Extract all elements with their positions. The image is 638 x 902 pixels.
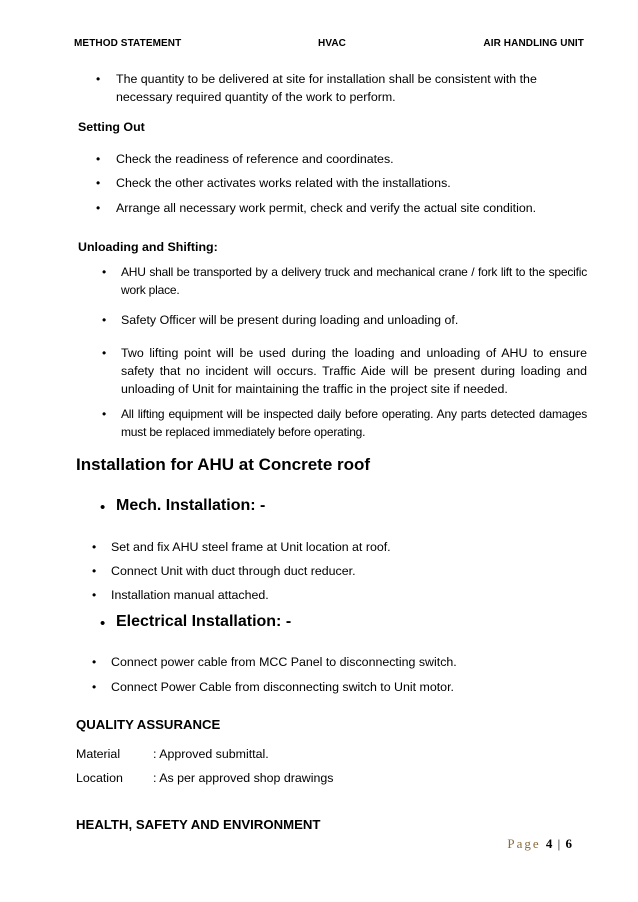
bullet-icon: •: [92, 588, 97, 602]
bullet-icon: •: [92, 540, 97, 554]
unloading-item: All lifting equipment will be inspected daily before operating. Any parts detected damages must be replaced immediately before operating.: [121, 407, 587, 439]
quality-value-location: : As per approved shop drawings: [153, 771, 334, 785]
intro-text: The quantity to be delivered at site for installation shall be consistent with the necessary required quantity of the work to perform.: [116, 72, 537, 104]
bullet-icon: •: [102, 265, 107, 279]
bullet-icon: •: [100, 499, 106, 516]
bullet-icon: •: [92, 680, 97, 694]
bullet-icon: •: [96, 201, 101, 215]
bullet-icon: •: [102, 313, 107, 327]
page-total: 6: [565, 836, 572, 851]
bullet-icon: •: [96, 152, 101, 166]
bullet-icon: •: [102, 407, 107, 421]
setting-out-item: Arrange all necessary work permit, check and verify the actual site condition.: [116, 201, 537, 215]
unloading-title: Unloading and Shifting:: [78, 240, 218, 254]
page-separator: |: [557, 836, 561, 851]
quality-label-location: Location: [76, 771, 123, 785]
installation-title: Installation for AHU at Concrete roof: [76, 455, 371, 474]
unloading-item: Safety Officer will be present during loading and unloading of.: [121, 313, 459, 327]
bullet-icon: •: [100, 615, 106, 632]
header-air-handling-unit: AIR HANDLING UNIT: [483, 38, 584, 49]
elec-item: Connect power cable from MCC Panel to disconnecting switch.: [111, 655, 457, 669]
bullet-icon: •: [92, 655, 97, 669]
quality-value-material: : Approved submittal.: [153, 747, 269, 761]
electrical-installation-title: Electrical Installation: -: [116, 613, 292, 630]
setting-out-item: Check the other activates works related with the installations.: [116, 176, 451, 190]
setting-out-item: Check the readiness of reference and coordinates.: [116, 152, 394, 166]
quality-assurance-title: QUALITY ASSURANCE: [76, 717, 221, 732]
mech-item: Set and fix AHU steel frame at Unit location at roof.: [111, 540, 391, 554]
elec-item: Connect Power Cable from disconnecting switch to Unit motor.: [111, 680, 454, 694]
unloading-item: AHU shall be transported by a delivery truck and mechanical crane / fork lift to the specific work place.: [121, 265, 587, 297]
setting-out-title: Setting Out: [78, 120, 145, 134]
bullet-icon: •: [96, 72, 101, 86]
header-method-statement: METHOD STATEMENT: [74, 38, 182, 49]
header-hvac: HVAC: [318, 38, 346, 49]
quality-label-material: Material: [76, 747, 121, 761]
bullet-icon: •: [102, 346, 107, 360]
mech-item: Connect Unit with duct through duct reducer.: [111, 564, 356, 578]
mech-installation-title: Mech. Installation: -: [116, 497, 266, 514]
page-footer: [507, 836, 572, 852]
bullet-icon: •: [92, 564, 97, 578]
mech-item: Installation manual attached.: [111, 588, 269, 602]
unloading-item: Two lifting point will be used during the loading and unloading of AHU to ensure safety that no incident will occurs. Traffic Aide will be present during loading and unloading of Unit for maintaining the traffic in the project site if needed.: [121, 346, 587, 396]
hse-title: HEALTH, SAFETY AND ENVIRONMENT: [76, 817, 321, 832]
page-number: 4: [545, 836, 553, 851]
bullet-icon: •: [96, 176, 101, 190]
page-word: Page: [507, 836, 541, 851]
